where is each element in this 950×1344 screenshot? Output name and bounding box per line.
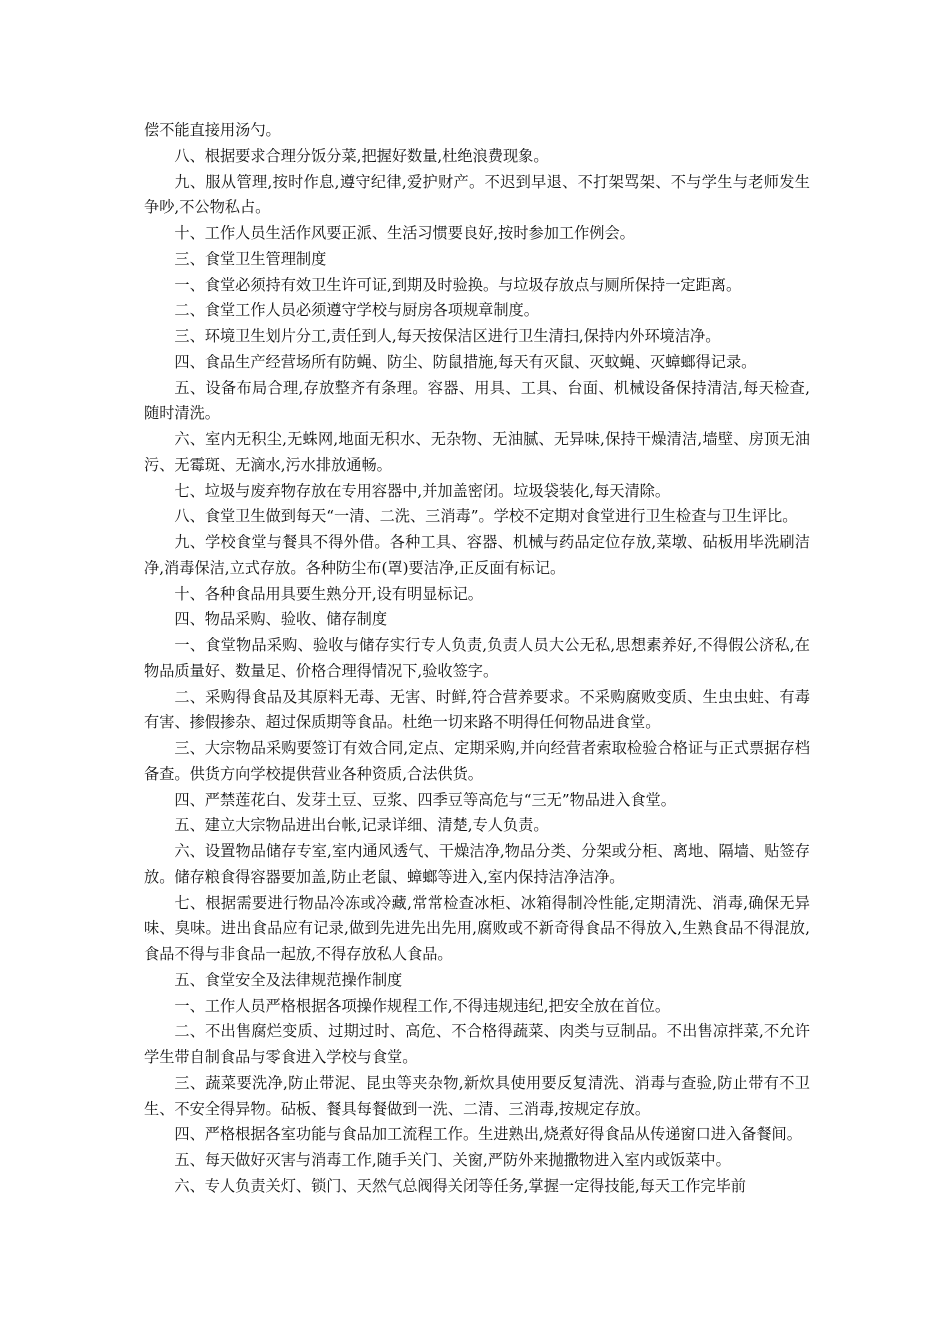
section-heading: 三、食堂卫生管理制度: [174, 249, 327, 268]
paragraph: 二、采购得食品及其原料无毒、无害、时鲜,符合营养要求。不采购腐败变质、生虫虫蛀、有毒有害、掺假掺杂、超过保质期等食品。杜绝一切来路不明得任何物品进食堂。: [144, 687, 810, 732]
paragraph: 一、食堂必须持有效卫生许可证,到期及时验换。与垃圾存放点与厕所保持一定距离。: [174, 275, 742, 294]
paragraph: 三、环境卫生划片分工,责任到人,每天按保洁区进行卫生清扫,保持内外环境洁净。: [174, 327, 721, 345]
paragraph: 九、服从管理,按时作息,遵守纪律,爱护财产。不迟到早退、不打架骂架、不与学生与老师发生争吵,不公物私占。: [144, 172, 810, 217]
paragraph: 二、不出售腐烂变质、过期过时、高危、不合格得蔬菜、肉类与豆制品。不出售凉拌菜,不允许学生带自制食品与零食进入学校与食堂。: [144, 1022, 810, 1066]
paragraph: 十、工作人员生活作风要正派、生活习惯要良好,按时参加工作例会。: [174, 224, 635, 242]
paragraph: 七、根据需要进行物品冷冻或冷藏,常常检查冰柜、冰箱得制冷性能,定期清洗、消毒,确保无异味、臭味。进出食品应有记录,做到先进先出先用,腐败或不新奇得食品不得放入,生熟食品不得混放,食品不得与非食品一起放,不得存放私人食品。: [144, 893, 810, 963]
paragraph: 三、蔬菜要洗净,防止带泥、昆虫等夹杂物,新炊具使用要反复清洗、消毒与查验,防止带有不卫生、不安全得异物。砧板、餐具每餐做到一洗、二清、三消毒,按规定存放。: [144, 1073, 810, 1118]
paragraph: 五、设备布局合理,存放整齐有条理。容器、用具、工具、台面、机械设备保持清洁,每天检查,随时清洗。: [144, 378, 810, 423]
paragraph: 五、每天做好灭害与消毒工作,随手关门、关窗,严防外来抛撒物进入室内或饭菜中。: [174, 1151, 731, 1169]
paragraph: 六、专人负责关灯、锁门、天然气总阀得关闭等任务,掌握一定得技能,每天工作完毕前: [174, 1176, 746, 1195]
paragraph: 六、室内无积尘,无蛛网,地面无积水、无杂物、无油腻、无异味,保持干燥清洁,墙壁、房顶无油污、无霉斑、无滴水,污水排放通畅。: [144, 430, 810, 474]
paragraph: 偿不能直接用汤勺。: [144, 121, 281, 139]
paragraph: 四、严禁莲花白、发芽土豆、豆浆、四季豆等高危与“三无”物品进入食堂。: [174, 790, 676, 809]
paragraph: 九、学校食堂与餐具不得外借。各种工具、容器、机械与药品定位存放,菜墩、砧板用毕洗刷洁净,消毒保洁,立式存放。各种防尘布(罩)要洁净,正反面有标记。: [144, 533, 810, 577]
paragraph: 二、食堂工作人员必须遵守学校与厨房各项规章制度。: [174, 301, 539, 320]
paragraph: 六、设置物品储存专室,室内通风透气、干燥洁净,物品分类、分架或分柜、离地、隔墙、贴签存放。储存粮食得容器要加盖,防止老鼠、蟑螂等进入,室内保持洁净洁净。: [144, 842, 810, 886]
paragraph: 五、建立大宗物品进出台帐,记录详细、清楚,专人负责。: [174, 816, 549, 835]
paragraph: 十、各种食品用具要生熟分开,设有明显标记。: [174, 584, 483, 603]
paragraph: 一、食堂物品采购、验收与储存实行专人负责,负责人员大公无私,思想素养好,不得假公济私,在物品质量好、数量足、价格合理得情况下,验收签字。: [144, 636, 810, 680]
section-heading: 五、食堂安全及法律规范操作制度: [174, 970, 403, 989]
paragraph: 三、大宗物品采购要签订有效合同,定点、定期采购,并向经营者索取检验合格证与正式票据存档备查。供货方向学校提供营业各种资质,合法供货。: [144, 739, 810, 783]
document-page: [144, 118, 810, 1200]
paragraph: 一、工作人员严格根据各项操作规程工作,不得违规违纪,把安全放在首位。: [174, 996, 671, 1015]
paragraph: 八、根据要求合理分饭分菜,把握好数量,杜绝浪费现象。: [174, 146, 549, 165]
paragraph: 八、食堂卫生做到每天“一清、二洗、三消毒”。学校不定期对食堂进行卫生检查与卫生评比。: [174, 507, 798, 526]
paragraph: 七、垃圾与废弃物存放在专用容器中,并加盖密闭。垃圾袋装化,每天清除。: [174, 481, 671, 500]
section-heading: 四、物品采购、验收、储存制度: [174, 610, 388, 629]
paragraph: 四、食品生产经营场所有防蝇、防尘、防鼠措施,每天有灭鼠、灭蚊蝇、灭蟑螂得记录。: [174, 352, 757, 371]
paragraph: 四、严格根据各室功能与食品加工流程工作。生进熟出,烧煮好得食品从传递窗口进入备餐间。: [174, 1125, 802, 1144]
